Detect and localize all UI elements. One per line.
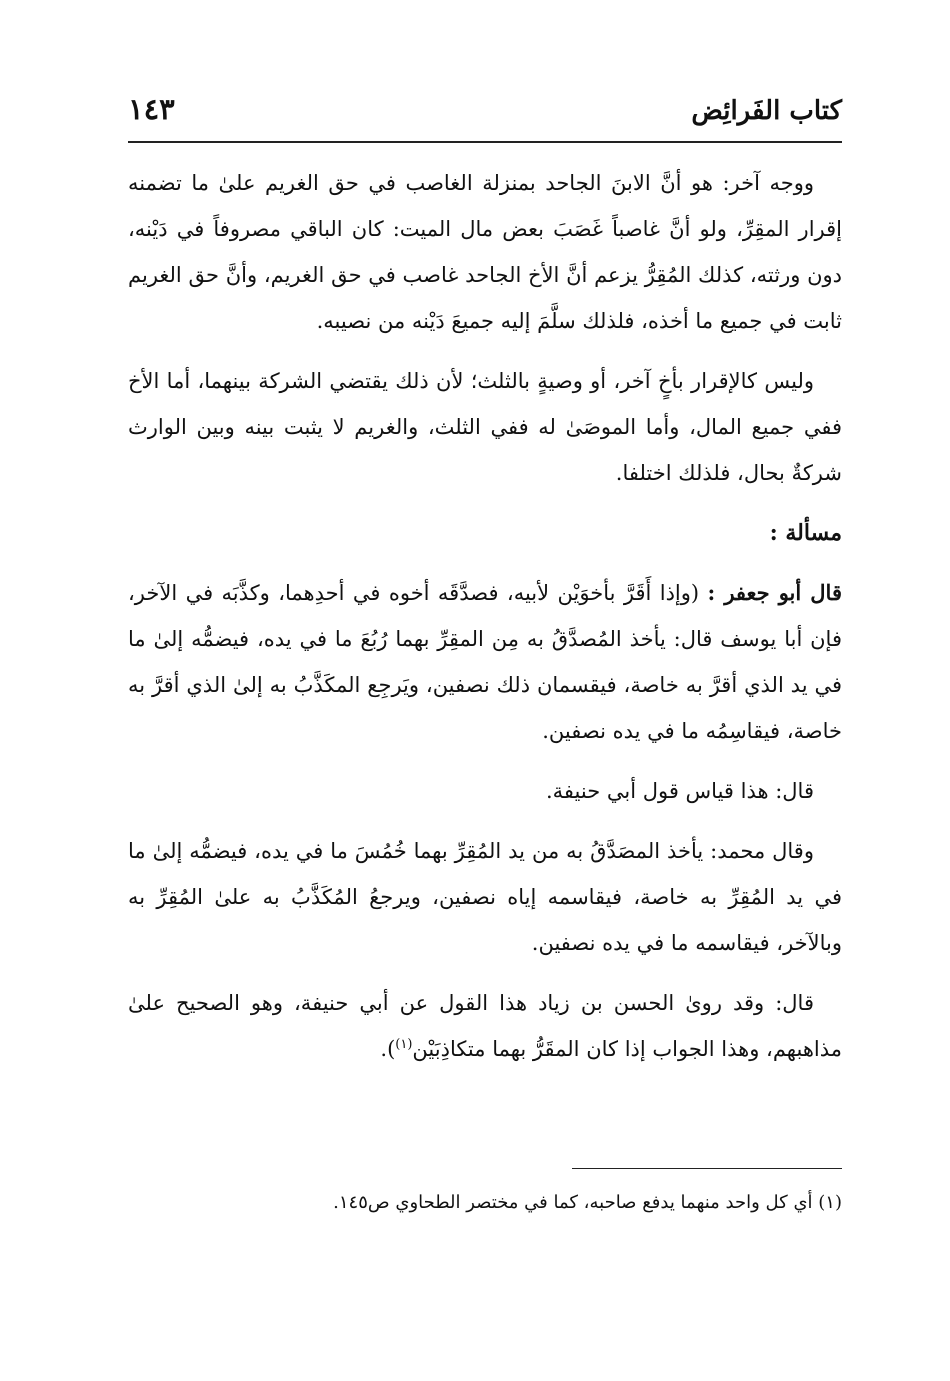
paragraph-text: (وإذا أَقَرَّ بأخوَيْن لأبيه، فصدَّقَه أخوه في أحدِهما، وكذَّبَه في الآخر، فإن أبا يوسف قال: يأخذ المُصدَّقُ به مِن المقِرِّ بهما رُبُعَ ما في يده، فيضمُّه إلىٰ ما في يد الذي أقرَّ به خاصة، فيقسمان ذلك نصفين، ويَرجِع المكَذَّبُ به إلىٰ الذي أقرَّ به خاصة، فيقاسِمُه ما في يده نصفين. [128, 581, 842, 743]
main-text [128, 160, 842, 1086]
paragraph [128, 980, 842, 1072]
paragraph-end: ). [380, 1037, 396, 1061]
paragraph-text: قال: وقد روىٰ الحسن بن زياد هذا القول عن أبي حنيفة، وهو الصحيح علىٰ مذاهبهم، وهذا الجواب إذا كان المقَرُّ بهما متكاذِبَيْن [128, 991, 842, 1061]
speaker-label: قال أبو جعفر : [707, 580, 842, 605]
header-rule [128, 141, 842, 143]
section-heading: مسألة : [769, 520, 842, 546]
footnote-rule [572, 1168, 842, 1169]
paragraph: قال: هذا قياس قول أبي حنيفة. [545, 779, 814, 803]
paragraph: ووجه آخر: هو أنَّ الابنَ الجاحد بمنزلة الغاصب في حق الغريم علىٰ ما تضمنه إقرار المقِرِّ، ولو أنَّ غاصباً غَصَبَ بعض مال الميت: كان الباقي مصروفاً في دَيْنه، دون ورثته، كذلك المُقِرُّ يزعم أنَّ الأخ الجاحد غاصب في حق الغريم، وأنَّ حق الغريم ثابت في جميع ما أخذه، فلذلك سلَّمَ إليه جميعَ دَيْنه من نصيبه. [128, 171, 842, 333]
paragraph: وليس كالإقرار بأخٍ آخر، أو وصيةٍ بالثلث؛ لأن ذلك يقتضي الشركة بينهما، أما الأخ ففي جميع المال، وأما الموصَىٰ له ففي الثلث، والغريم لا يثبت بينه وبين الوارث شركةٌ بحال، فلذلك اختلفا. [128, 369, 842, 485]
page-number: ١٤٣ [128, 92, 175, 126]
footnote-reference[interactable]: (١) [395, 1037, 413, 1052]
chapter-title: كتاب الفَرائِض [691, 96, 842, 126]
paragraph: وقال محمد: يأخذ المصَدَّقُ به من يد المُقِرِّ بهما خُمُسَ ما في يده، فيضمُّه إلىٰ ما في يد المُقِرِّ به خاصة، فيقاسمه إياه نصفين، ويرجعُ المُكَذَّبُ به علىٰ المُقِرِّ به وبالآخر، فيقاسمه ما في يده نصفين. [128, 839, 842, 955]
running-header [128, 92, 842, 138]
footnote: (١) أي كل واحد منهما يدفع صاحبه، كما في مختصر الطحاوي ص١٤٥. [333, 1192, 842, 1213]
paragraph [128, 570, 842, 754]
